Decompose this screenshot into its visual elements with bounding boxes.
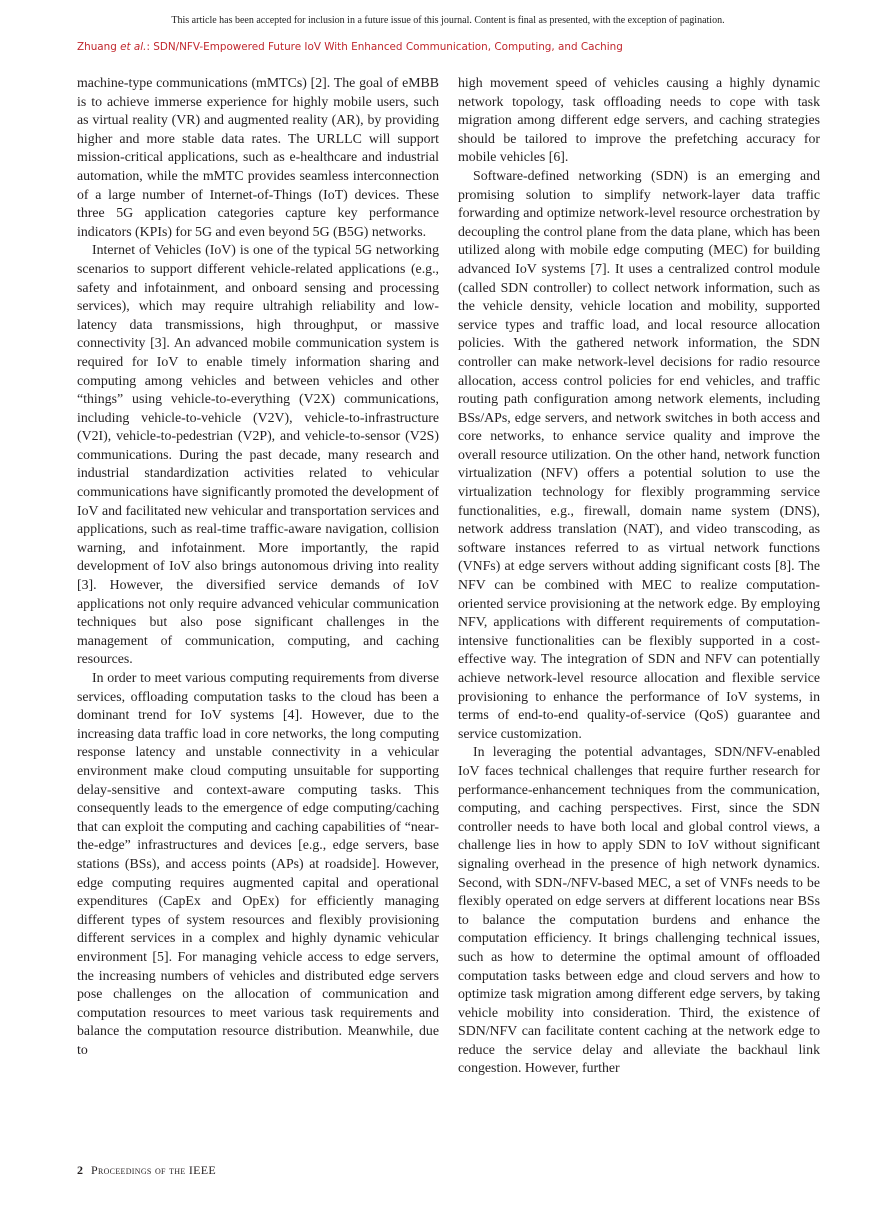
page-footer xyxy=(77,1163,216,1178)
running-head-title: : SDN/NFV-Empowered Future IoV With Enhanced Communication, Computing, and Caching xyxy=(146,41,623,53)
page-number: 2 xyxy=(77,1163,83,1177)
acceptance-notice: This article has been accepted for inclusion in a future issue of this journal. Content is final as presented, with the exception of pagination. xyxy=(171,15,725,26)
paragraph: In leveraging the potential advantages, SDN/NFV-enabled IoV faces technical challenges that require further research for performance-enhancement techniques from the communication, computing, and caching perspectives. First, since the SDN controller needs to have both local and global control views, a challenge lies in how to apply SDN to IoV without significant signaling overhead in the presence of high network dynamics. Second, with SDN-/NFV-based MEC, a set of VNFs needs to be flexibly operated on edge servers at different locations near BSs to balance the computation burdens and enhance the computation efficiency. It brings challenging technical issues, such as how to determine the optimal amount of offloaded computation tasks between edge and cloud servers and how to optimize task migration among different edge servers, by taking vehicle mobility into consideration. Third, the existence of SDN/NFV can facilitate content caching at the network edge to reduce the service delay and alleviate the backhaul link congestion. However, further xyxy=(458,744,820,1076)
right-column xyxy=(458,74,820,1078)
running-head-etal: et al. xyxy=(120,41,147,53)
paragraph: machine-type communications (mMTCs) [2]. The goal of eMBB is to achieve immerse experience for highly mobile users, such as virtual reality (VR) and augmented reality (AR), by providing higher and more stable data rates. The URLLC will support mission-critical applications, such as e-healthcare and industrial automation, while the mMTC provides seamless interconnection of a large number of Internet-of-Things (IoT) devices. These three 5G application categories capture key performance indicators (KPIs) for 5G and even beyond 5G (B5G) networks. xyxy=(77,75,439,239)
paragraph: Internet of Vehicles (IoV) is one of the typical 5G networking scenarios to support different vehicle-related applications (e.g., safety and infotainment, and onboard sensing and processing services), which may require ultrahigh reliability and low-latency data transmissions, high throughput, or massive connectivity [3]. An advanced mobile communication system is required for IoV to enable timely information sharing and computing among vehicles and between vehicles and other “things” using vehicle-to-everything (V2X) communications, including vehicle-to-vehicle (V2V), vehicle-to-infrastructure (V2I), vehicle-to-pedestrian (V2P), and vehicle-to-sensor (V2S) communications. During the past decade, many research and industrial standardization activities related to vehicular communications have significantly promoted the development of IoV and facilitated new vehicular and transportation services and applications, such as real-time traffic-aware navigation, collision warning, and infotainment. More importantly, the rapid development of IoV also brings autonomous driving into reality [3]. However, the diversified service demands of IoV applications not only require advanced vehicular communication techniques but also pose significant challenges in the management of communication, computing, and caching resources. xyxy=(77,242,439,667)
running-head xyxy=(77,41,827,53)
left-column xyxy=(77,74,439,1059)
journal-name: Proceedings of the IEEE xyxy=(91,1163,217,1177)
running-head-author: Zhuang xyxy=(77,41,117,53)
paragraph: Software-defined networking (SDN) is an emerging and promising solution to simplify network-layer data traffic forwarding and optimize network-level resource orchestration by decoupling the control plane from the data plane, which has been utilized along with mobile edge computing (MEC) for building advanced IoV systems [7]. It uses a centralized control module (called SDN controller) to collect network information, such as the vehicle density, vehicle location and mobility, supported service types and traffic load, and local resource allocation policies. With the gathered network information, the SDN controller can make network-level decisions for radio resource allocation, access control policies for end vehicles, and traffic routing path configuration among network elements, including BSs/APs, edge servers, and network switches in both access and core networks, to enhance service quality and improve the overall resource utilization. On the other hand, network function virtualization (NFV) offers a potential solution to use the virtualization technology for flexibly programming service functionalities, e.g., firewall, domain name system (DNS), network address translation (NAT), and video transcoding, as software instances referred to as virtual network functions (VNFs) at edge servers without adding significant costs [8]. The NFV can be combined with MEC to realize computation-oriented service provisioning at the network edge. By employing NFV, applications with different requirements of computation-intensive functionalities can be flexibly supported in a cost-effective way. The integration of SDN and NFV can potentially achieve network-level resource allocation and flexible service provisioning to enhance the performance of IoV systems, in terms of end-to-end quality-of-service (QoS) guarantee and service customization. xyxy=(458,167,820,741)
paragraph: high movement speed of vehicles causing a highly dynamic network topology, task offloading needs to cope with task migration among different edge servers, and caching strategies should be tailored to improve the prefetching accuracy for mobile vehicles [6]. xyxy=(458,75,820,165)
paragraph: In order to meet various computing requirements from diverse services, offloading computation tasks to the cloud has been a dominant trend for IoV systems [4]. However, due to the increasing data traffic load in core networks, the long computing response latency and unstable connectivity in a vehicular environment make cloud computing unsuitable for supporting delay-sensitive and context-aware computing tasks. This consequently leads to the emergence of edge computing/caching that can exploit the computing and caching capabilities of “near-the-edge” infrastructures and devices [e.g., edge servers, base stations (BSs), and access points (APs) at roadside]. However, edge computing requires augmented capital and operational expenditures (CapEx and OpEx) for efficiently managing different types of system resources and flexibly provisioning different services in a complex and highly dynamic vehicular environment [5]. For managing vehicle access to edge servers, the increasing numbers of vehicles and distributed edge servers pose challenges on the allocation of communication and computation resources to meet various task requirements and balance the computation resource distribution. Meanwhile, due to xyxy=(77,670,439,1057)
